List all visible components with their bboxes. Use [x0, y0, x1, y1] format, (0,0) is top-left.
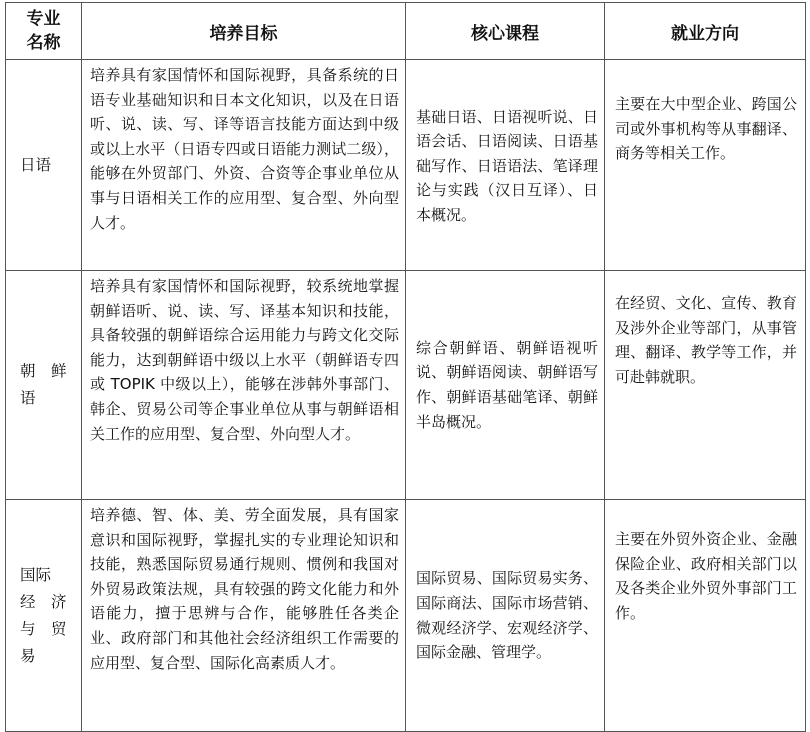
table-row [6, 60, 806, 271]
header-career-direction: 就业方向 [605, 3, 806, 60]
career-direction-cell: 主要在大中型企业、跨国公司或外事机构等从事翻译、商务等相关工作。 [605, 60, 806, 271]
major-name-line: 朝 鲜 [20, 362, 67, 380]
major-name-line: 国际 [20, 565, 52, 584]
table-row [6, 271, 806, 500]
major-name-line: 经 济 [20, 592, 67, 611]
major-name-cell [6, 500, 82, 732]
header-row [6, 3, 806, 60]
training-goal-cell: 培养具有家国情怀和国际视野，具备系统的日语专业基础知识和日本文化知识，以及在日语听、说、读、写、译等语言技能方面达到中级或以上水平（日语专四或日语能力测试二级），能够在外贸部门、外资、合资等企事业单位从事与日语相关工作的应用型、复合型、外向型人才。 [82, 60, 406, 271]
career-direction-cell: 在经贸、文化、宣传、教育及涉外企业等部门，从事管理、翻译、教学等工作，并可赴韩就职。 [605, 271, 806, 500]
training-goal-cell: 培养德、智、体、美、劳全面发展，具有国家意识和国际视野，掌握扎实的专业理论知识和技能，熟悉国际贸易通行规则、惯例和我国对外贸易政策法规，具有较强的跨文化能力和外语能力，擅于思辨与合作，能够胜任各类企业、政府部门和其他社会经济组织工作需要的应用型、复合型、国际化高素质人才。 [82, 500, 406, 732]
header-core-courses: 核心课程 [406, 3, 605, 60]
header-training-goal: 培养目标 [82, 3, 406, 60]
program-table [5, 2, 806, 732]
major-name-line: 语 [20, 389, 36, 407]
core-courses-cell: 基础日语、日语视听说、日语会话、日语阅读、日语基础写作、日语语法、笔译理论与实践（汉日互译）、日本概况。 [406, 60, 605, 271]
program-table-container [5, 2, 806, 732]
major-name-line: 易 [20, 646, 36, 665]
core-courses-cell: 国际贸易、国际贸易实务、国际商法、国际市场营销、微观经济学、宏观经济学、国际金融、管理学。 [406, 500, 605, 732]
core-courses-cell: 综合朝鲜语、朝鲜语视听说、朝鲜语阅读、朝鲜语写作、朝鲜语基础笔译、朝鲜半岛概况。 [406, 271, 605, 500]
career-direction-cell: 主要在外贸外资企业、金融保险企业、政府相关部门以及各类企业外贸外事部门工作。 [605, 500, 806, 732]
major-name-line: 与 贸 [20, 619, 67, 638]
training-goal-cell: 培养具有家国情怀和国际视野，较系统地掌握朝鲜语听、说、读、写、译基本知识和技能，具备较强的朝鲜语综合运用能力与跨文化交际能力，达到朝鲜语中级以上水平（朝鲜语专四或 TOPIK 中级以上），能够在涉韩外事部门、韩企、贸易公司等企事业单位从事与朝鲜语相关工作的应用型、复合型、外向型人才。 [82, 271, 406, 500]
header-major-name-line1: 专业 [26, 9, 61, 29]
header-major-name-line2: 名称 [26, 33, 61, 53]
major-name-cell [6, 271, 82, 500]
table-row [6, 500, 806, 732]
header-major-name [6, 3, 82, 60]
major-name-cell [6, 60, 82, 271]
major-name-line: 日语 [20, 155, 52, 174]
